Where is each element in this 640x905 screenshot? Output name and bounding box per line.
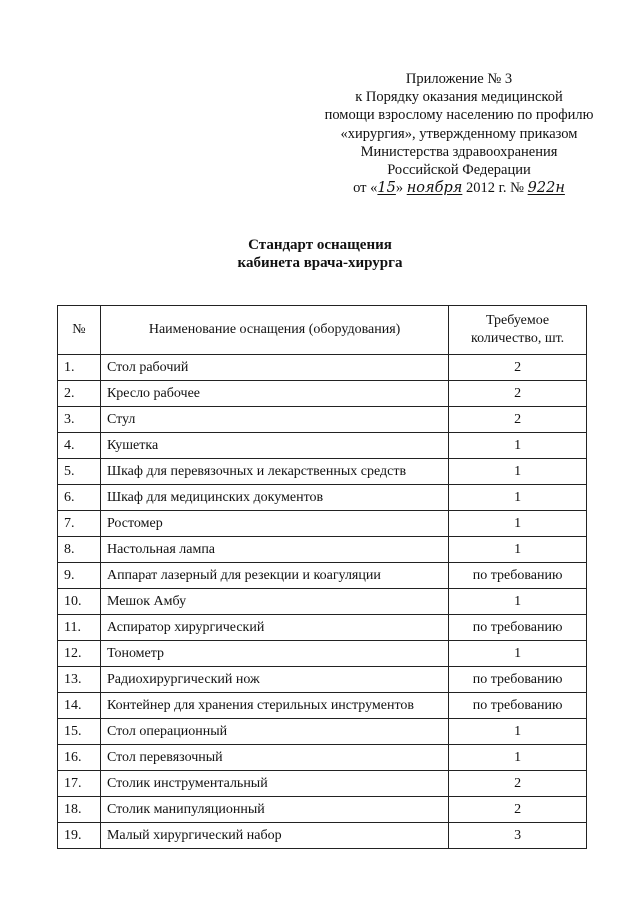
row-number: 8.	[58, 537, 101, 563]
table-row	[58, 693, 587, 719]
required-quantity: 2	[449, 355, 587, 381]
required-quantity: 2	[449, 771, 587, 797]
equipment-name: Стол рабочий	[100, 355, 448, 381]
equipment-name: Кушетка	[100, 433, 448, 459]
equipment-name: Шкаф для перевязочных и лекарственных средств	[100, 459, 448, 485]
appendix-header	[318, 70, 600, 197]
row-number: 5.	[58, 459, 101, 485]
table-row	[58, 771, 587, 797]
row-number: 6.	[58, 485, 101, 511]
equipment-name: Радиохирургический нож	[100, 667, 448, 693]
row-number: 1.	[58, 355, 101, 381]
header-quantity: Требуемое количество, шт.	[449, 306, 587, 355]
row-number: 19.	[58, 823, 101, 849]
required-quantity: по требованию	[449, 563, 587, 589]
equipment-name: Тонометр	[100, 641, 448, 667]
required-quantity: 1	[449, 511, 587, 537]
row-number: 3.	[58, 407, 101, 433]
equipment-name: Столик манипуляционный	[100, 797, 448, 823]
equipment-name: Аспиратор хирургический	[100, 615, 448, 641]
required-quantity: 2	[449, 381, 587, 407]
table-row	[58, 355, 587, 381]
date-year: 2012 г. №	[465, 180, 525, 197]
appendix-number: Приложение № 3	[405, 71, 513, 87]
row-number: 10.	[58, 589, 101, 615]
required-quantity: 1	[449, 433, 587, 459]
appendix-ref-line-1: к Порядку оказания медицинской	[355, 89, 563, 106]
handwritten-order-number: 922н	[527, 180, 565, 197]
equipment-name: Шкаф для медицинских документов	[100, 485, 448, 511]
row-number: 2.	[58, 381, 101, 407]
header-number: №	[58, 306, 101, 355]
equipment-name: Кресло рабочее	[100, 381, 448, 407]
table-row	[58, 667, 587, 693]
equipment-name: Настольная лампа	[100, 537, 448, 563]
table-row	[58, 381, 587, 407]
table-row	[58, 823, 587, 849]
equipment-name: Стол перевязочный	[100, 745, 448, 771]
table-row	[58, 459, 587, 485]
appendix-ref-line-4: Министерства здравоохранения	[360, 143, 558, 160]
document-title	[0, 236, 640, 272]
row-number: 12.	[58, 641, 101, 667]
appendix-ref-line-5: Российской Федерации	[387, 162, 531, 179]
date-prefix: от «	[353, 180, 378, 197]
table-row	[58, 615, 587, 641]
row-number: 7.	[58, 511, 101, 537]
required-quantity: по требованию	[449, 693, 587, 719]
required-quantity: 1	[449, 589, 587, 615]
required-quantity: 3	[449, 823, 587, 849]
table-row	[58, 641, 587, 667]
row-number: 18.	[58, 797, 101, 823]
equipment-name: Столик инструментальный	[100, 771, 448, 797]
row-number: 15.	[58, 719, 101, 745]
required-quantity: 2	[449, 797, 587, 823]
table-row	[58, 589, 587, 615]
required-quantity: 2	[449, 407, 587, 433]
row-number: 4.	[58, 433, 101, 459]
table-row	[58, 511, 587, 537]
table-row	[58, 485, 587, 511]
equipment-name: Стол операционный	[100, 719, 448, 745]
required-quantity: 1	[449, 485, 587, 511]
date-mid: »	[395, 180, 404, 197]
equipment-name: Мешок Амбу	[100, 589, 448, 615]
order-date-line	[318, 179, 600, 197]
row-number: 13.	[58, 667, 101, 693]
equipment-name: Ростомер	[100, 511, 448, 537]
equipment-name: Контейнер для хранения стерильных инструментов	[100, 693, 448, 719]
row-number: 14.	[58, 693, 101, 719]
row-number: 16.	[58, 745, 101, 771]
equipment-table	[57, 305, 587, 849]
required-quantity: по требованию	[449, 615, 587, 641]
handwritten-day: 15	[377, 180, 396, 197]
required-quantity: по требованию	[449, 667, 587, 693]
required-quantity: 1	[449, 745, 587, 771]
table-row	[58, 797, 587, 823]
appendix-ref-line-2: помощи взрослому населению по профилю	[324, 107, 594, 124]
equipment-name: Малый хирургический набор	[100, 823, 448, 849]
table-row	[58, 433, 587, 459]
table-row	[58, 719, 587, 745]
table-header-row	[58, 306, 587, 355]
required-quantity: 1	[449, 719, 587, 745]
equipment-name: Аппарат лазерный для резекции и коагуляции	[100, 563, 448, 589]
required-quantity: 1	[449, 459, 587, 485]
table-body	[58, 355, 587, 849]
title-line-1: Стандарт оснащения	[248, 237, 392, 253]
row-number: 11.	[58, 615, 101, 641]
equipment-name: Стул	[100, 407, 448, 433]
table-row	[58, 745, 587, 771]
header-name: Наименование оснащения (оборудования)	[100, 306, 448, 355]
table-row	[58, 407, 587, 433]
required-quantity: 1	[449, 641, 587, 667]
appendix-ref-line-3: «хирургия», утвержденному приказом	[340, 125, 578, 142]
row-number: 17.	[58, 771, 101, 797]
row-number: 9.	[58, 563, 101, 589]
handwritten-month: ноября	[406, 180, 463, 197]
table-row	[58, 537, 587, 563]
table-row	[58, 563, 587, 589]
title-line-2: кабинета врача-хирурга	[237, 255, 403, 271]
required-quantity: 1	[449, 537, 587, 563]
